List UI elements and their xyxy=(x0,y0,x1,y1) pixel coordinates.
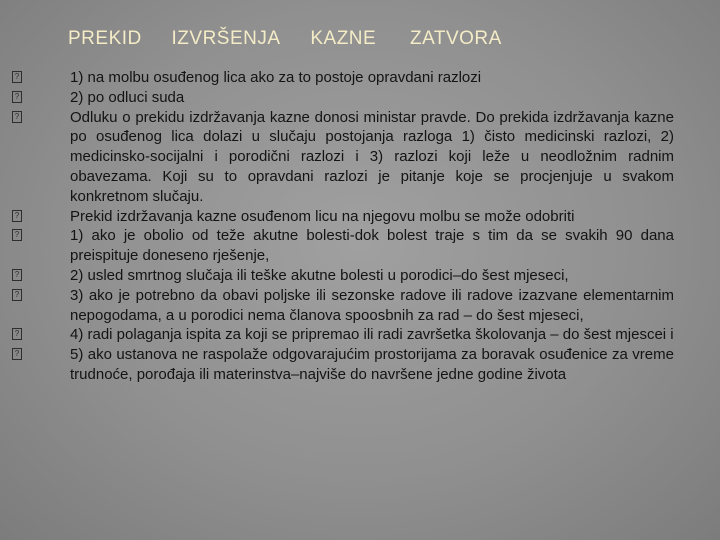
slide-title xyxy=(68,28,502,50)
bullet-icon: ? xyxy=(12,91,22,103)
list-item-text: 2) usled smrtnog slučaja ili teške akutne bolesti u porodici–do šest mjeseci, xyxy=(70,266,569,284)
list-item xyxy=(14,345,674,385)
list-item-text: 4) radi polaganja ispita za koji se pripremao ili radi završetka školovanja – do šest mjescei i xyxy=(70,326,674,344)
list-item xyxy=(14,207,674,227)
list-item xyxy=(14,286,674,326)
list-item-text: 1) na molbu osuđenog lica ako za to postoje opravdani razlozi xyxy=(70,69,482,86)
list-item-text: 2) po odluci suda xyxy=(70,88,185,106)
list-item xyxy=(14,68,674,88)
list-item xyxy=(14,325,674,345)
list-item xyxy=(14,266,674,286)
bullet-icon: ? xyxy=(12,328,22,340)
list-item-text: Prekid izdržavanja kazne osuđenom licu na njegovu molbu se može odobriti xyxy=(70,207,575,225)
bullet-icon: ? xyxy=(12,111,22,123)
list-item-text: 3) ako je potrebno da obavi poljske ili sezonske radove ili radove izazvane elementarnim nepogodama, a u porodici nema članova spoosbnih za rad – do šest mjeseci, xyxy=(70,286,674,324)
bullet-icon: ? xyxy=(12,348,22,360)
bullet-icon: ? xyxy=(12,210,22,222)
list-item xyxy=(14,226,674,266)
list-item xyxy=(14,88,674,108)
list-item xyxy=(14,108,674,207)
list-item-text: 1) ako je obolio od teže akutne bolesti-dok bolest traje s tim da se svakih 90 dana preispituje doneseno rješenje, xyxy=(70,227,674,265)
list-item-text: Odluku o prekidu izdržavanja kazne donosi ministar pravde. Do prekida izdržavanja kazne po osuđenog lica dolazi u slučaju postojanja razloga 1) čisto medicinski razlozi, 2) medicinsko-socijalni i porodični razlozi i 3) razlozi koji leže u neodložnim radnim obavezama. Koji su to opravdani razlozi je pitanje koje se procjenjuje u svakom konkretnom slučaju. xyxy=(70,108,674,205)
title-word: KAZNE xyxy=(310,28,377,49)
title-word: IZVRŠENJA xyxy=(171,28,281,49)
title-word: PREKID xyxy=(68,28,142,49)
bullet-list xyxy=(14,68,674,385)
bullet-icon: ? xyxy=(12,289,22,301)
title-word: ZATVORA xyxy=(409,28,502,49)
bullet-icon: ? xyxy=(12,71,22,83)
list-item-text: 5) ako ustanova ne raspolaže odgovarajućim prostorijama za boravak osuđenice za vreme trudnoće, porođaja ili materinstva–najviše do navršene jedne godine života xyxy=(70,346,674,383)
bullet-icon: ? xyxy=(12,229,22,241)
bullet-icon: ? xyxy=(12,269,22,281)
